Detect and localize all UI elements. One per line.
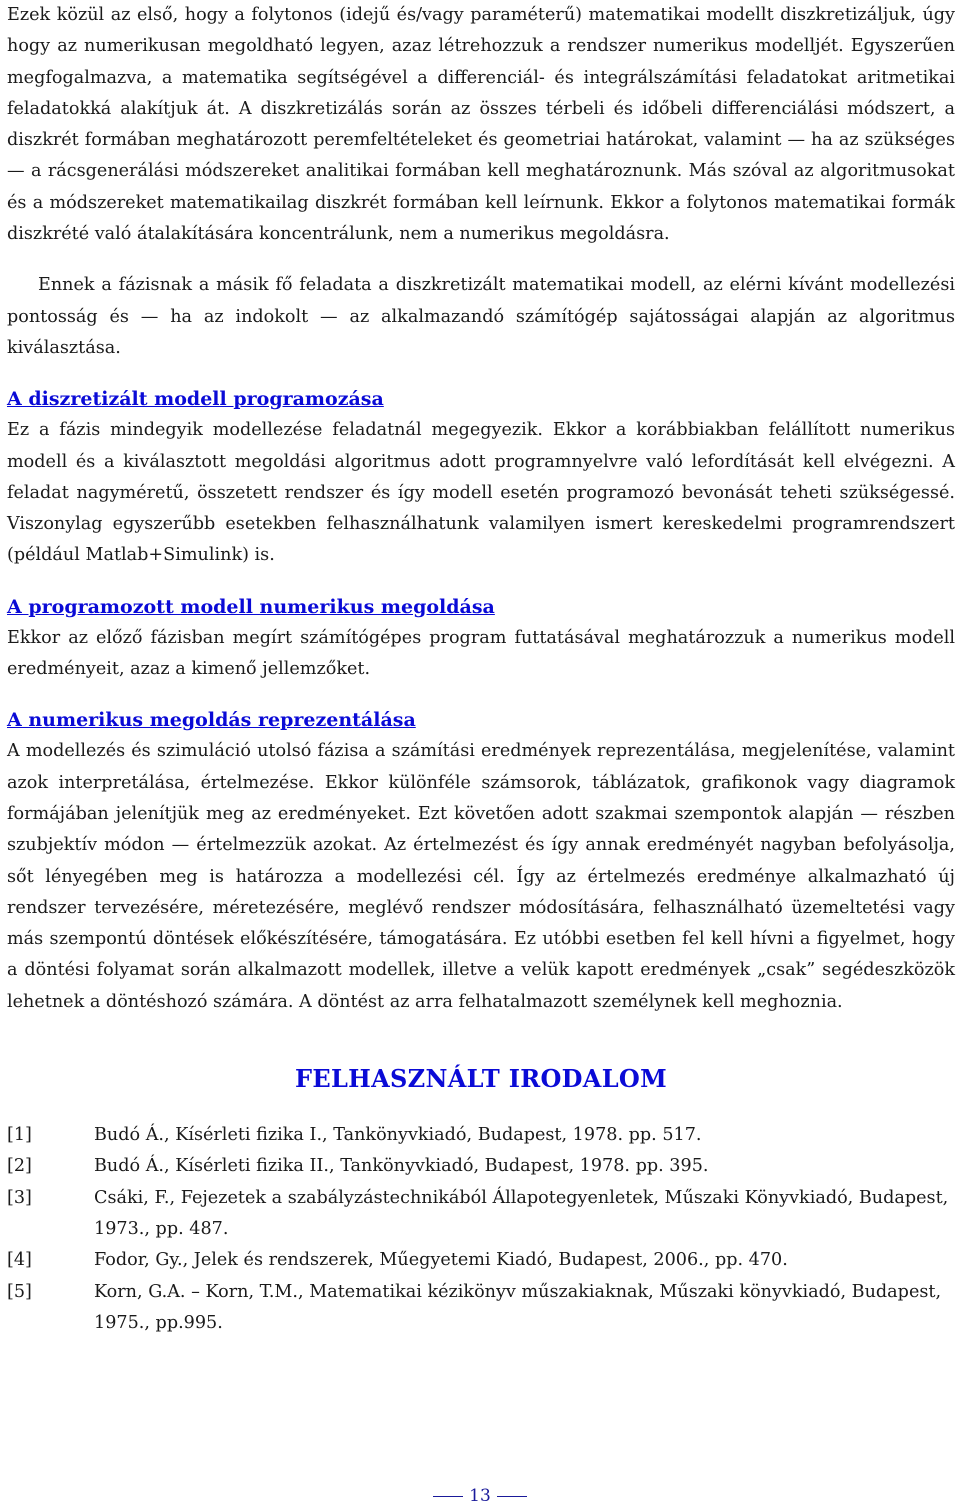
page-number-rule-left — [433, 1496, 463, 1497]
references-list — [7, 1120, 955, 1339]
section-body-programming: Ez a fázis mindegyik modellezése feladatnál megegyezik. Ekkor a korábbiakban felállított numerikus modell és a kiválasztott megoldási algoritmus adott programnyelvre való lefordítását kell elvégezni. A feladat nagyméretű, összetett rendszer és így modell esetén programozó bevonását teheti szükségessé. Viszonylag egyszerűbb esetekben felhasználhatunk valamilyen ismert kereskedelmi programrendszert (például Matlab+Simulink) is. — [7, 420, 955, 566]
reference-number: [1] — [7, 1125, 32, 1146]
section-body-numerical-solution: Ekkor az előző fázisban megírt számítógépes program futtatásával meghatározzuk a numerikus modell eredményeit, azaz a kimenő jellemzőket. — [7, 627, 955, 680]
references-title: FELHASZNÁLT IRODALOM — [295, 1064, 667, 1094]
page-number-rule-right — [497, 1496, 527, 1497]
document-page — [7, 0, 955, 1339]
section-body-representation: A modellezés és szimuláció utolsó fázisa a számítási eredmények reprezentálása, megjelenítése, valamint azok interpretálása, értelmezése. Ekkor különféle számsorok, táblázatok, grafikonok vagy diagramok formájában jelenítjük meg az eredményeket. Ezt követően adott szakmai szempontok alapján — részben szubjektív módon — értelmezzük azokat. Az értelmezést és így annak eredményét nagyban befolyásolja, sőt lényegében meg is határozza a modellezési cél. Így az értelmezés eredménye alkalmazható új rendszer tervezésére, méretezésére, meglévő rendszer módosítására, felhasználható üzemeltetési vagy más szempontú döntések előkészítésére, támogatására. Ez utóbbi esetben fel kell hívni a figyelmet, hogy a döntési folyamat során alkalmazott modellek, illetve a velük kapott eredmények „csak” segédeszközök lehetnek a döntéshozó számára. A döntést az arra felhatalmazott személynek kell meghoznia. — [7, 741, 955, 1012]
reference-number: [2] — [7, 1156, 32, 1177]
body-paragraph-discretization: Ezek közül az első, hogy a folytonos (idejű és/vagy paraméterű) matematikai modellt diszkretizáljuk, úgy hogy az numerikusan megoldható legyen, azaz létrehozzuk a rendszer numerikus modelljét. Egyszerűen megfogalmazva, a matematika segítségével a differenciál- és integrálszámítási feladatokat aritmetikai feladatokká alakítjuk át. A diszkretizálás során az összes térbeli és időbeli differenciálási módszert, a diszkrét formában meghatározott peremfeltételeket és geometriai határokat, valamint — ha az szükséges — a rácsgenerálási módszereket analitikai formában kell meghatároznunk. Más szóval az algoritmusokat és a módszereket matematikailag diszkrét formában kell leírnunk. Ekkor a folytonos matematikai formák diszkrété való átalakítására koncentrálunk, nem a numerikus megoldásra. — [7, 5, 955, 245]
reference-item — [7, 1183, 955, 1246]
reference-number: [5] — [7, 1281, 32, 1302]
reference-number: [4] — [7, 1250, 32, 1271]
page-number — [0, 1484, 960, 1508]
reference-number: [3] — [7, 1187, 32, 1208]
reference-item — [7, 1120, 955, 1151]
reference-text: Fodor, Gy., Jelek és rendszerek, Műegyetemi Kiadó, Budapest, 2006., pp. 470. — [94, 1250, 788, 1271]
reference-item — [7, 1245, 955, 1276]
section-heading-numerical-solution: A programozott modell numerikus megoldása — [7, 595, 495, 618]
reference-item — [7, 1277, 955, 1340]
page-number-value: 13 — [469, 1486, 491, 1506]
section-heading-programming: A diszretizált modell programozása — [7, 388, 384, 411]
section-heading-representation: A numerikus megoldás reprezentálása — [7, 709, 416, 732]
body-paragraph-algorithm-selection: Ennek a fázisnak a másik fő feladata a diszkretizált matematikai modell, az elérni kívánt modellezési pontosság és — ha az indokolt — az alkalmazandó számítógép sajátosságai alapján az algoritmus kiválasztása. — [7, 275, 955, 358]
reference-text: Korn, G.A. – Korn, T.M., Matematikai kézikönyv műszakiaknak, Műszaki könyvkiadó, Budapest, 1975., pp.995. — [94, 1281, 942, 1333]
reference-text: Budó Á., Kísérleti fizika II., Tankönyvkiadó, Budapest, 1978. pp. 395. — [94, 1156, 709, 1177]
reference-text: Budó Á., Kísérleti fizika I., Tankönyvkiadó, Budapest, 1978. pp. 517. — [94, 1125, 702, 1146]
reference-item — [7, 1151, 955, 1182]
reference-text: Csáki, F., Fejezetek a szabályzástechnikából Állapotegyenletek, Műszaki Könyvkiadó, Budapest, 1973., pp. 487. — [94, 1187, 949, 1239]
